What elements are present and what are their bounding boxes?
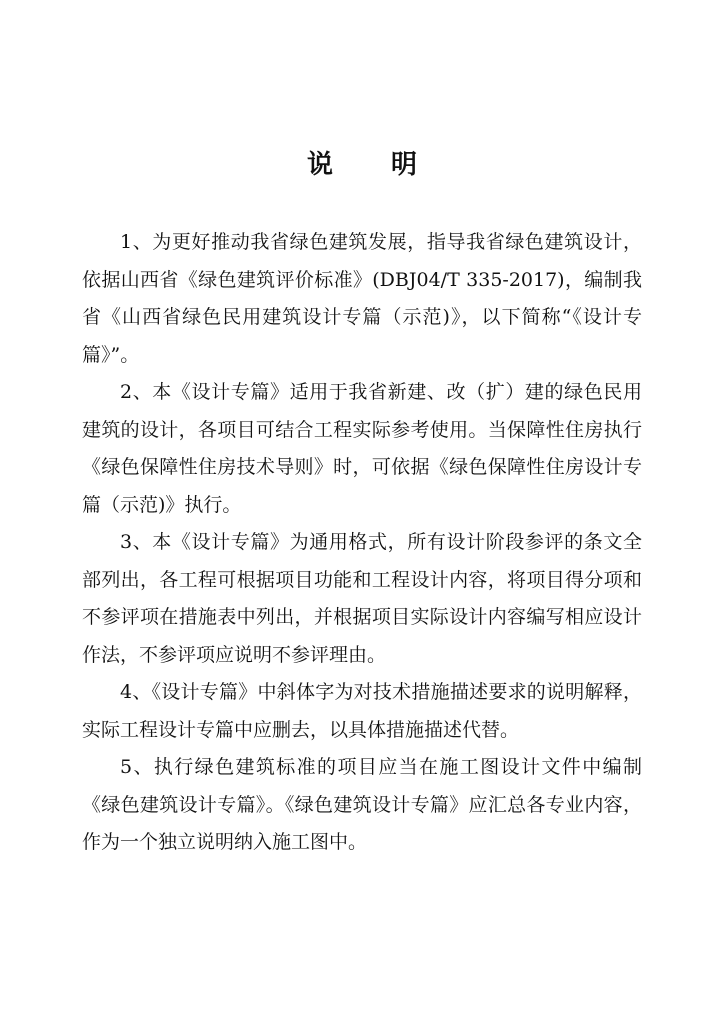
paragraph-1: 1、为更好推动我省绿色建筑发展，指导我省绿色建筑设计，依据山西省《绿色建筑评价标准》(DBJ04/T 335-2017)，编制我省《山西省绿色民用建筑设计专篇（示范)》，以下简称“《设计专篇》”。 bbox=[82, 231, 642, 366]
title-char-1: 说 bbox=[306, 150, 333, 180]
document-body bbox=[82, 224, 642, 862]
paragraph-3: 3、本《设计专篇》为通用格式，所有设计阶段参评的条文全部列出，各工程可根据项目功能和工程设计内容，将项目得分项和不参评项在措施表中列出，并根据项目实际设计内容编写相应设计作法，不参评项应说明不参评理由。 bbox=[82, 531, 642, 666]
title-char-2: 明 bbox=[391, 150, 418, 180]
paragraph-4: 4、《设计专篇》中斜体字为对技术措施描述要求的说明解释，实际工程设计专篇中应删去，以具体措施描述代替。 bbox=[82, 681, 642, 741]
paragraph-5: 5、执行绿色建筑标准的项目应当在施工图设计文件中编制《绿色建筑设计专篇》。《绿色建筑设计专篇》应汇总各专业内容，作为一个独立说明纳入施工图中。 bbox=[82, 756, 642, 853]
paragraph-2: 2、本《设计专篇》适用于我省新建、改（扩）建的绿色民用建筑的设计，各项目可结合工程实际参考使用。当保障性住房执行《绿色保障性住房技术导则》时，可依据《绿色保障性住房设计专篇（示范)》执行。 bbox=[82, 381, 642, 516]
page-title bbox=[0, 144, 724, 181]
